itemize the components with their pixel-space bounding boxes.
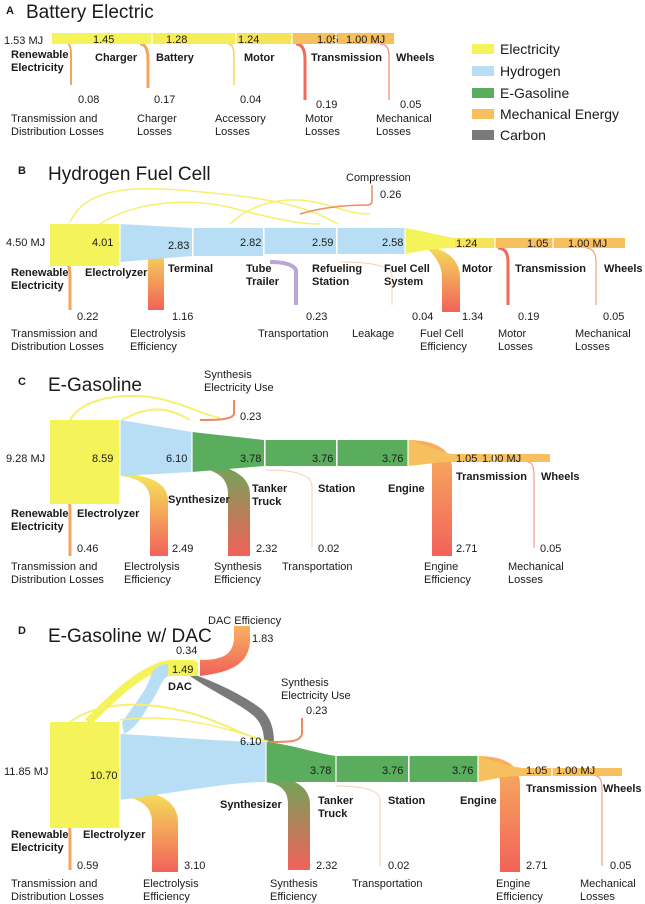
node-label-station: Station	[388, 795, 426, 807]
flow-carbon	[190, 676, 274, 742]
dac-in-value: 0.34	[176, 645, 198, 657]
loss-value: 0.05	[540, 543, 562, 555]
node-value: 1.05	[456, 453, 478, 465]
node-label-synthesizer: Synthesizer	[220, 799, 282, 811]
loss-value: 2.71	[526, 860, 548, 872]
loss-label: Leakage	[352, 328, 395, 340]
panel-letter: C	[18, 376, 26, 388]
loss-value: 0.08	[78, 94, 100, 106]
node-label-fuel-cell: Fuel Cell System	[384, 263, 430, 288]
node-label-electrolyzer: Electrolyzer	[77, 508, 140, 520]
loss-value: 2.32	[316, 860, 338, 872]
loss-label: Electrolysis Efficiency	[143, 878, 199, 903]
loss-label: Electrolysis Efficiency	[124, 561, 180, 586]
loss-label: Transmission and Distribution Losses	[11, 113, 104, 138]
node-label-dac: DAC	[168, 681, 192, 693]
node-label-station: Station	[318, 483, 356, 495]
node-value: 3.76	[382, 765, 404, 777]
electricity-link	[70, 396, 220, 420]
node-value: 2.82	[240, 237, 262, 249]
loss-value: 0.05	[610, 860, 632, 872]
loss-value: 0.04	[412, 311, 434, 323]
node-value: 1.45	[93, 34, 115, 46]
loss-label: Transportation	[258, 328, 329, 340]
loss-link	[228, 44, 234, 85]
loss-value: 0.02	[318, 543, 340, 555]
loss-label: Engine Efficiency	[424, 561, 471, 586]
loss-value: 0.23	[306, 311, 328, 323]
loss-value: 0.17	[154, 94, 176, 106]
compression-value: 0.26	[380, 189, 402, 201]
loss-label: Mechanical Losses	[575, 328, 631, 353]
panel-title: Battery Electric	[26, 2, 154, 23]
loss-value: 2.49	[172, 543, 194, 555]
panel-letter: B	[18, 165, 26, 177]
flow-egasoline	[192, 432, 264, 472]
synth-elec-value: 0.23	[306, 705, 328, 717]
electricity-link	[100, 202, 320, 224]
legend-swatch-hydrogen	[472, 66, 494, 76]
legend-label-hydrogen: Hydrogen	[500, 63, 561, 79]
node-value: 3.78	[240, 453, 262, 465]
node-value: 3.76	[312, 453, 334, 465]
loss-label: Mechanical Losses	[508, 561, 564, 586]
legend-label-egasoline: E-Gasoline	[500, 85, 570, 101]
node-label-motor: Motor	[462, 263, 493, 275]
loss-label: Motor Losses	[498, 328, 533, 353]
node-label-renewable: Renewable Electricity	[11, 508, 69, 533]
loss-link	[296, 44, 305, 100]
loss-label: Motor Losses	[305, 113, 340, 138]
panel-a	[4, 2, 435, 138]
input-value: 11.85 MJ	[4, 766, 49, 778]
node-label-charger: Charger	[95, 52, 138, 64]
dac-eff-value: 1.83	[252, 633, 274, 645]
node-value: 2.83	[168, 240, 190, 252]
node-value: 1.28	[166, 34, 188, 46]
node-value: 8.59	[92, 453, 114, 465]
node-value: 1.00 MJ	[568, 238, 608, 250]
loss-label: Accessory Losses	[215, 113, 266, 138]
panel-title: E-Gasoline	[48, 375, 142, 396]
node-label-wheels: Wheels	[396, 52, 435, 64]
node-label-battery: Battery	[156, 52, 194, 64]
loss-value: 2.32	[256, 543, 278, 555]
loss-label: Transmission and Distribution Losses	[11, 561, 104, 586]
legend-label-electricity: Electricity	[500, 41, 560, 57]
loss-value: 1.34	[462, 311, 484, 323]
loss-label: Mechanical Losses	[376, 113, 432, 138]
loss-label: Fuel Cell Efficiency	[420, 328, 467, 353]
loss-value: 0.22	[77, 311, 99, 323]
node-label-engine: Engine	[388, 483, 425, 495]
node-value: 1.05	[527, 238, 549, 250]
legend-swatch-mechanical	[472, 109, 494, 119]
node-value: 1.00 MJ	[346, 34, 386, 46]
node-label-tanker: Tanker Truck	[252, 483, 288, 508]
panel-letter: A	[6, 5, 14, 17]
node-label-engine: Engine	[460, 795, 497, 807]
node-value: 1.00 MJ	[556, 765, 596, 777]
node-value: 1.24	[456, 238, 478, 250]
loss-label: Transmission and Distribution Losses	[11, 328, 104, 353]
synth-elec-label: Synthesis Electricity Use	[204, 369, 274, 394]
node-label-tanker: Tanker Truck	[318, 795, 354, 820]
node-value: 2.58	[382, 237, 404, 249]
legend	[472, 41, 619, 143]
input-value: 9.28 MJ	[6, 453, 46, 465]
node-label-electrolyzer: Electrolyzer	[83, 829, 146, 841]
node-value: 6.10	[240, 736, 262, 748]
node-label-wheels: Wheels	[603, 783, 642, 795]
loss-link	[64, 496, 70, 556]
node-label-synthesizer: Synthesizer	[168, 494, 230, 506]
loss-label: Electrolysis Efficiency	[130, 328, 186, 353]
loss-value: 0.04	[240, 94, 262, 106]
panel-d	[4, 615, 642, 903]
loss-value: 0.46	[77, 543, 99, 555]
loss-value: 0.19	[518, 311, 540, 323]
input-value: 1.53 MJ	[4, 35, 44, 47]
compression-label: Compression	[346, 172, 411, 184]
node-value: 1.24	[238, 34, 260, 46]
loss-link	[586, 248, 596, 305]
node-label-motor: Motor	[244, 52, 275, 64]
legend-swatch-egasoline	[472, 88, 494, 98]
panel-b	[6, 164, 643, 353]
node-label-transmission: Transmission	[311, 52, 382, 64]
electricity-link	[122, 409, 190, 420]
node-value: 3.78	[310, 765, 332, 777]
node-label-terminal: Terminal	[168, 263, 214, 275]
panel-title: E-Gasoline w/ DAC	[48, 626, 212, 647]
loss-flow	[192, 460, 250, 556]
loss-value: 0.19	[316, 99, 338, 111]
compression-link	[300, 185, 372, 214]
node-label-renewable: Renewable Electricity	[11, 267, 69, 292]
node-label-transmission: Transmission	[515, 263, 586, 275]
loss-label: Mechanical Losses	[580, 878, 636, 903]
synth-elec-label: Synthesis Electricity Use	[281, 677, 351, 702]
node-label-transmission: Transmission	[456, 471, 527, 483]
legend-label-carbon: Carbon	[500, 127, 546, 143]
node-value: 2.59	[312, 237, 334, 249]
loss-link	[528, 462, 534, 548]
node-value: 1.00 MJ	[482, 453, 522, 465]
loss-value: 0.05	[603, 311, 625, 323]
node-value: 4.01	[92, 237, 114, 249]
loss-link	[140, 44, 148, 88]
flow-electricity	[152, 33, 236, 44]
loss-link	[266, 470, 312, 548]
node-value: 3.76	[382, 453, 404, 465]
loss-value: 1.16	[172, 311, 194, 323]
node-label-wheels: Wheels	[541, 471, 580, 483]
loss-link	[498, 248, 508, 305]
loss-label: Transportation	[282, 561, 353, 573]
node-value: 1.49	[172, 664, 194, 676]
node-label-refueling: Refueling Station	[312, 263, 363, 288]
panel-title: Hydrogen Fuel Cell	[48, 164, 211, 185]
legend-swatch-electricity	[472, 44, 494, 54]
legend-label-mechanical: Mechanical Energy	[500, 106, 620, 122]
node-label-transmission: Transmission	[526, 783, 597, 795]
node-value: 1.05	[526, 765, 548, 777]
node-value: 3.76	[452, 765, 474, 777]
node-separators	[120, 33, 553, 828]
loss-value: 3.10	[184, 860, 206, 872]
node-label-tube-trailer: Tube Trailer	[246, 263, 280, 288]
node-value: 1.05	[317, 34, 339, 46]
node-label-wheels: Wheels	[604, 263, 643, 275]
panel-letter: D	[18, 625, 26, 637]
loss-label: Synthesis Efficiency	[214, 561, 262, 586]
flow-hydrogen	[120, 420, 192, 476]
node-label-renewable: Renewable Electricity	[11, 829, 69, 854]
node-label-electrolyzer: Electrolyzer	[85, 267, 148, 279]
node-value: 6.10	[166, 453, 188, 465]
loss-value: 0.05	[400, 99, 422, 111]
loss-flow	[266, 774, 310, 870]
loss-label: Transmission and Distribution Losses	[11, 878, 104, 903]
dac-eff-label: DAC Efficiency	[208, 615, 282, 627]
loss-label: Synthesis Efficiency	[270, 878, 318, 903]
loss-value: 2.71	[456, 543, 478, 555]
loss-label: Charger Losses	[137, 113, 177, 138]
node-value: 10.70	[90, 770, 118, 782]
legend-swatch-carbon	[472, 130, 494, 140]
synth-elec-value: 0.23	[240, 411, 262, 423]
panel-c	[6, 369, 580, 586]
loss-value: 0.59	[77, 860, 99, 872]
input-value: 4.50 MJ	[6, 237, 46, 249]
loss-label: Transportation	[352, 878, 423, 890]
loss-label: Engine Efficiency	[496, 878, 543, 903]
loss-value: 0.02	[388, 860, 410, 872]
node-label-renewable: Renewable Electricity	[11, 49, 69, 74]
